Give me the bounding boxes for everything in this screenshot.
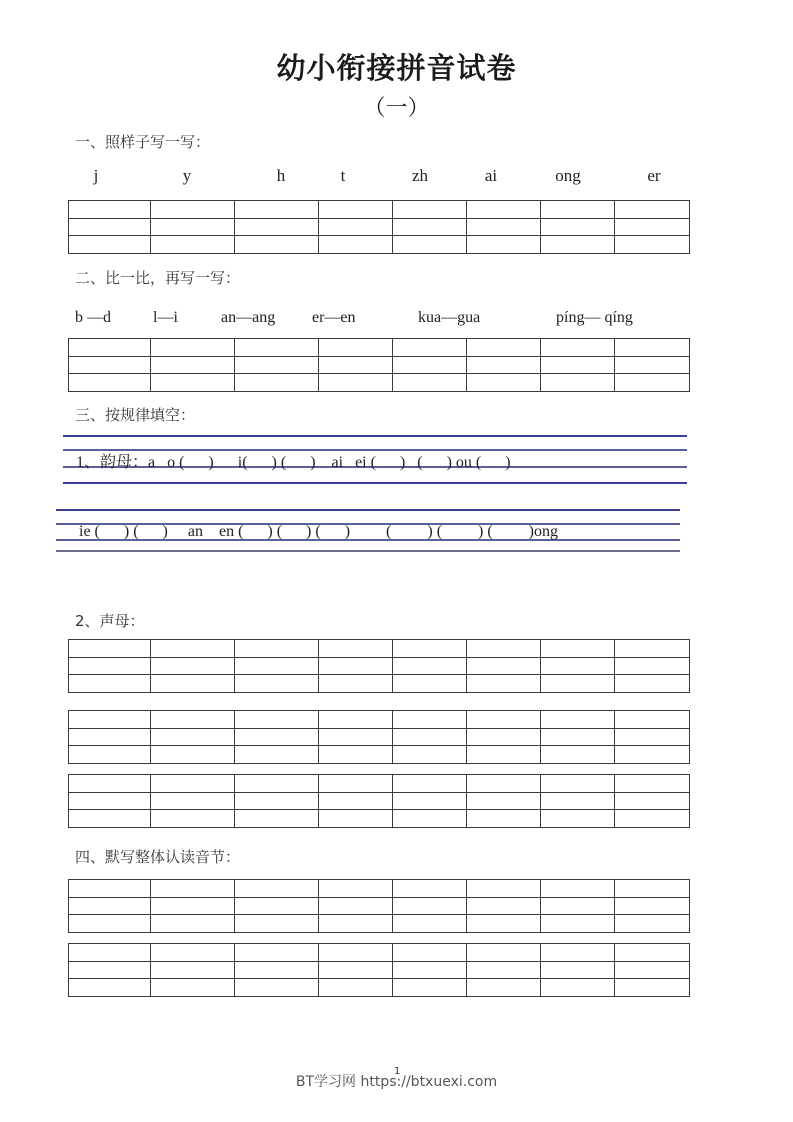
writing-grid-initials-1[interactable] <box>68 639 690 693</box>
page-subtitle: （一） <box>363 96 430 121</box>
section2-pair: an—ang <box>221 309 276 326</box>
writing-grid-section2[interactable] <box>68 338 690 392</box>
ruled-line <box>56 550 680 552</box>
section1-item: er <box>647 166 661 185</box>
section2-pair: b —d <box>75 309 111 326</box>
section1-item: ong <box>555 166 581 185</box>
section1-item: h <box>276 166 286 185</box>
section1-item: t <box>340 166 346 185</box>
ruled-line <box>56 509 680 511</box>
initials-heading: 2、声母： <box>75 612 145 630</box>
ruled-line <box>63 435 687 437</box>
section3-heading: 三、按规律填空： <box>75 406 196 424</box>
section2-pair: l—i <box>153 309 178 326</box>
section1-item: y <box>182 166 192 185</box>
vowel-fill-line-1[interactable]: 1、韵母：a o ( ) i( ) ( ) ai ei ( ) ( ) ou ( ) <box>76 454 511 471</box>
page-number: 1 <box>394 1066 401 1077</box>
section2-pair: er—en <box>312 309 356 326</box>
section2-pair: píng— qíng <box>556 309 633 326</box>
writing-grid-syllables-2[interactable] <box>68 943 690 997</box>
writing-grid-initials-3[interactable] <box>68 774 690 828</box>
section1-heading: 一、照样子写一写： <box>75 133 211 151</box>
section1-item: zh <box>411 166 429 185</box>
writing-grid-section1[interactable] <box>68 200 690 254</box>
section2-pair: kua—gua <box>418 309 481 326</box>
page-title: 幼小衔接拼音试卷 <box>276 51 517 85</box>
writing-grid-syllables-1[interactable] <box>68 879 690 933</box>
footer-watermark: BT学习网 https://btxuexi.com <box>295 1074 498 1090</box>
section2-heading: 二、比一比，再写一写： <box>75 269 241 287</box>
ruled-line <box>63 482 687 484</box>
section1-item: j <box>93 166 99 185</box>
writing-grid-initials-2[interactable] <box>68 710 690 764</box>
section4-heading: 四、默写整体认读音节： <box>75 848 241 866</box>
vowel-fill-line-2[interactable]: ie ( ) ( ) an en ( ) ( ) ( ) ( ) ( ) ( )ong <box>79 523 558 540</box>
section1-item: ai <box>484 166 498 185</box>
